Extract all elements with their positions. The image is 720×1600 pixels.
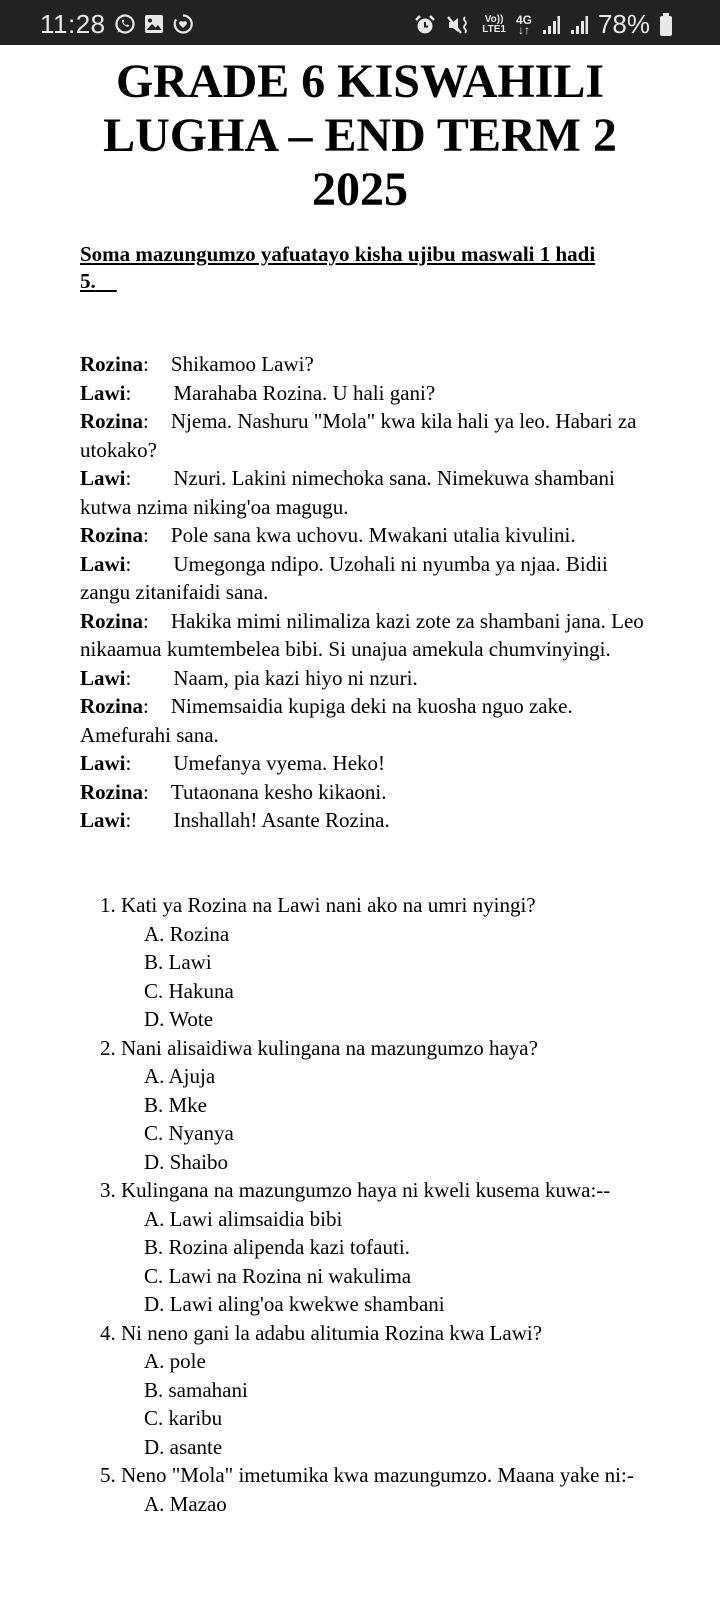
question-text bbox=[100, 891, 660, 920]
dialogue-text: Njema. Nashuru "Mola" kwa kila hali ya leo. Habari za utokako? bbox=[80, 409, 637, 462]
answer-option[interactable]: C. Lawi na Rozina ni wakulima bbox=[144, 1263, 412, 1288]
question bbox=[100, 1176, 660, 1319]
dialogue-line bbox=[80, 521, 650, 550]
dialogue-text: Hakika mimi nilimaliza kazi zote za shambani jana. Leo nikaamua kumtembelea bibi. Si unajua amekula chumvinyingi. bbox=[80, 608, 644, 661]
battery-percent: 78% bbox=[597, 9, 650, 39]
question-prompt: Nani alisaidiwa kulingana na mazungumzo haya? bbox=[121, 1035, 538, 1060]
question-prompt: Kulingana na mazungumzo haya ni kweli kusema kuwa:-- bbox=[121, 1178, 611, 1202]
answer-option[interactable]: A. pole bbox=[144, 1349, 206, 1373]
dialogue-text: Pole sana kwa uchovu. Mwakani utalia kivulini. bbox=[170, 523, 576, 547]
question-number: 3. bbox=[100, 1178, 116, 1202]
question-prompt: Kati ya Rozina na Lawi nani ako na umri nyingi? bbox=[121, 893, 536, 917]
alarm-icon bbox=[414, 14, 436, 36]
speaker-name: Rozina bbox=[80, 409, 143, 433]
dialogue-line bbox=[80, 664, 650, 693]
document-page[interactable] bbox=[0, 45, 720, 1600]
answer-option[interactable]: D. asante bbox=[144, 1434, 223, 1459]
question-prompt: Ni neno gani la adabu alitumia Rozina kwa Lawi? bbox=[121, 1320, 543, 1345]
dialogue-text: Inshallah! Asante Rozina. bbox=[173, 808, 390, 832]
dialogue-passage bbox=[80, 350, 650, 835]
dialogue-text: Nimemsaidia kupiga deki na kuosha nguo zake. Amefurahi sana. bbox=[80, 694, 573, 747]
question bbox=[100, 891, 660, 1034]
network-type-indicator: 4G ↓↑ bbox=[515, 12, 532, 37]
speaker-name: Lawi bbox=[80, 665, 126, 690]
speaker-colon: : bbox=[143, 352, 149, 376]
question bbox=[100, 1319, 660, 1462]
dialogue-line bbox=[80, 350, 650, 379]
heart-sync-icon bbox=[172, 13, 194, 35]
questions-list bbox=[100, 891, 660, 1518]
instruction: Soma mazungumzo yafuatayo kisha ujibu maswali 1 hadi 5. bbox=[80, 242, 596, 293]
question bbox=[100, 1461, 660, 1518]
vibrate-mute-icon bbox=[446, 14, 472, 36]
question bbox=[100, 1034, 660, 1177]
question-number: 4. bbox=[100, 1320, 116, 1345]
dialogue-line bbox=[80, 550, 650, 607]
status-bar bbox=[0, 0, 720, 45]
speaker-name: Lawi bbox=[80, 751, 126, 775]
speaker-colon: : bbox=[125, 808, 132, 832]
speaker-colon: : bbox=[143, 608, 149, 633]
status-time: 11:28 bbox=[40, 9, 106, 39]
speaker-name: Lawi bbox=[80, 466, 126, 490]
answer-option[interactable]: C. Nyanya bbox=[144, 1121, 234, 1145]
speaker-colon: : bbox=[143, 409, 149, 433]
answer-option[interactable]: C. karibu bbox=[144, 1406, 223, 1430]
dialogue-line bbox=[80, 379, 650, 408]
answer-option[interactable]: D. Shaibo bbox=[144, 1149, 228, 1174]
dialogue-line bbox=[80, 806, 650, 835]
answer-option[interactable]: B. Mke bbox=[144, 1092, 207, 1117]
dialogue-line bbox=[80, 607, 650, 664]
speaker-name: Lawi bbox=[80, 380, 126, 405]
dialogue-text: Umefanya vyema. Heko! bbox=[173, 751, 386, 775]
speaker-name: Lawi bbox=[80, 808, 126, 832]
dialogue-text: Umegonga ndipo. Uzohali ni nyumba ya njaa. Bidii zangu zitanifaidi sana. bbox=[80, 551, 608, 604]
speaker-name: Rozina bbox=[80, 694, 143, 718]
answer-option[interactable]: C. Hakuna bbox=[144, 978, 234, 1003]
answer-option[interactable]: D. Wote bbox=[144, 1007, 214, 1031]
answer-option[interactable]: A. Rozina bbox=[144, 921, 230, 946]
gallery-icon bbox=[143, 13, 165, 35]
dialogue-text: Naam, pia kazi hiyo ni nzuri. bbox=[173, 665, 418, 690]
document-title: GRADE 6 KISWAHILI LUGHA – END TERM 2 2025 bbox=[103, 55, 617, 216]
speaker-colon: : bbox=[125, 466, 132, 490]
answer-option[interactable]: B. Rozina alipenda kazi tofauti. bbox=[144, 1235, 410, 1259]
dialogue-text: Marahaba Rozina. U hali gani? bbox=[173, 380, 436, 405]
answer-option[interactable]: D. Lawi aling'oa kwekwe shambani bbox=[144, 1292, 445, 1316]
dialogue-line bbox=[80, 778, 650, 807]
speaker-colon: : bbox=[143, 779, 149, 804]
whatsapp-icon bbox=[114, 13, 136, 35]
speaker-name: Rozina bbox=[80, 608, 143, 633]
dialogue-line bbox=[80, 692, 650, 749]
dialogue-line bbox=[80, 749, 650, 778]
speaker-colon: : bbox=[125, 380, 132, 405]
speaker-name: Rozina bbox=[80, 779, 143, 804]
dialogue-text: Shikamoo Lawi? bbox=[170, 352, 314, 376]
answer-option[interactable]: B. samahani bbox=[144, 1377, 248, 1402]
question-prompt: Neno "Mola" imetumika kwa mazungumzo. Maana yake ni:- bbox=[121, 1463, 634, 1487]
answer-option[interactable]: A. Ajuja bbox=[144, 1064, 216, 1088]
battery-icon bbox=[660, 16, 672, 36]
question-number: 1. bbox=[100, 893, 116, 917]
signal-icon bbox=[570, 14, 588, 36]
volte-indicator: Vo)) LTE1 bbox=[482, 13, 506, 35]
answer-option[interactable]: A. Lawi alimsaidia bibi bbox=[144, 1206, 343, 1231]
speaker-colon: : bbox=[125, 751, 132, 775]
question-text bbox=[100, 1461, 660, 1490]
question-text bbox=[100, 1034, 660, 1063]
speaker-colon: : bbox=[125, 551, 132, 576]
speaker-colon: : bbox=[143, 694, 149, 718]
speaker-name: Rozina bbox=[80, 523, 143, 547]
question-number: 2. bbox=[100, 1035, 116, 1060]
speaker-name: Lawi bbox=[80, 551, 126, 576]
dialogue-line bbox=[80, 407, 650, 464]
speaker-colon: : bbox=[143, 523, 149, 547]
question-text bbox=[100, 1176, 660, 1205]
dialogue-text: Tutaonana kesho kikaoni. bbox=[170, 779, 387, 804]
speaker-name: Rozina bbox=[80, 352, 143, 376]
question-number: 5. bbox=[100, 1463, 116, 1487]
signal-icon bbox=[542, 14, 560, 36]
question-text bbox=[100, 1319, 660, 1348]
dialogue-text: Nzuri. Lakini nimechoka sana. Nimekuwa shambani kutwa nzima niking'oa magugu. bbox=[80, 466, 615, 519]
speaker-colon: : bbox=[125, 665, 132, 690]
answer-option[interactable]: B. Lawi bbox=[144, 950, 212, 974]
answer-option[interactable]: A. Mazao bbox=[144, 1491, 227, 1516]
dialogue-line bbox=[80, 464, 650, 521]
